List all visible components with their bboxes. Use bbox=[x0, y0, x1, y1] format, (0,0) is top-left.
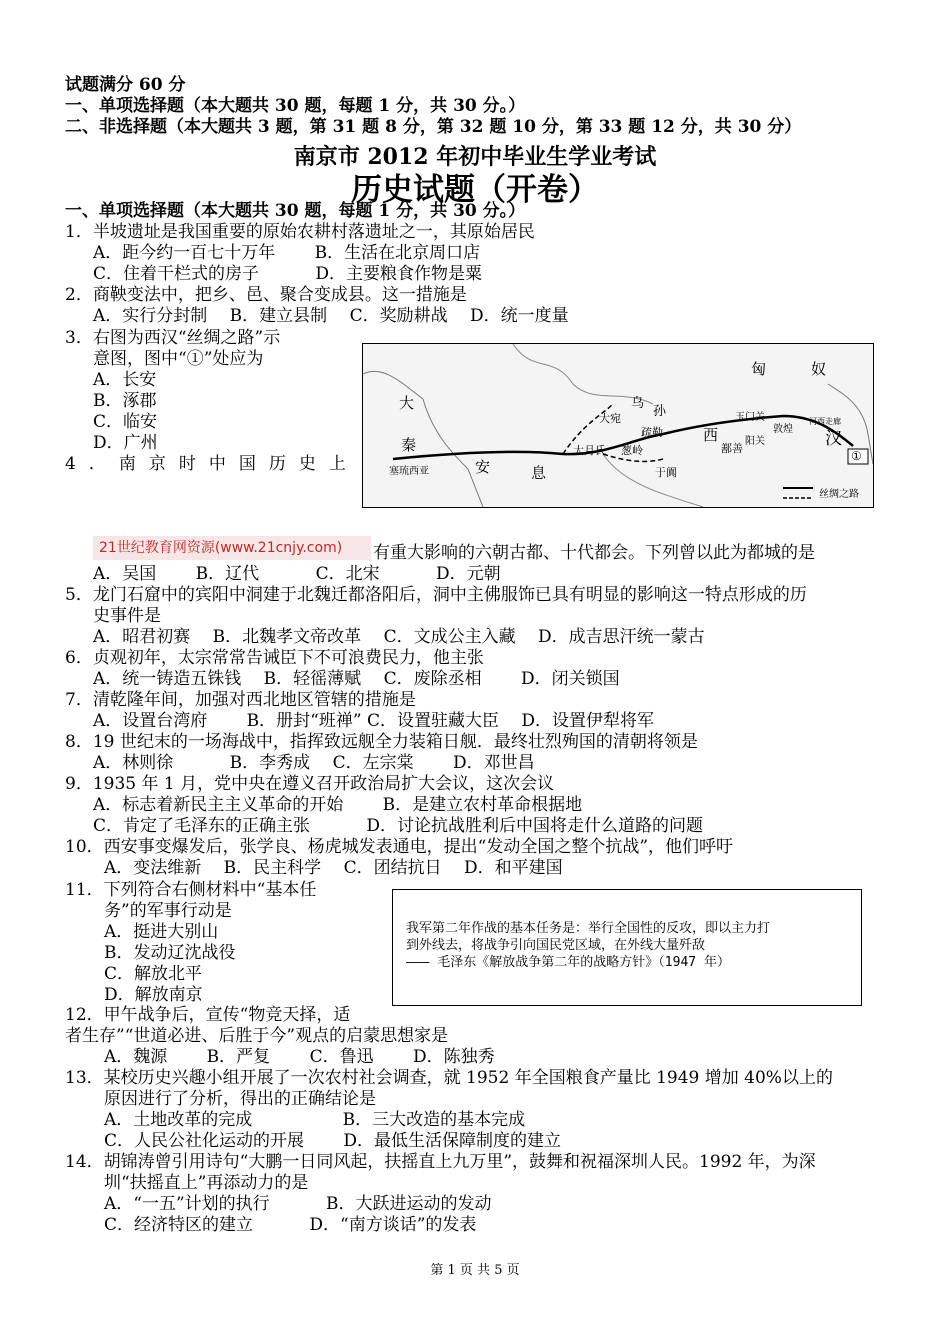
map-label-sun: 孙 bbox=[653, 404, 667, 419]
q11-quote-line2: 到外线去，将战争引向国民党区域，在外线大量歼敌 bbox=[406, 938, 706, 953]
exam-title: 南京市 2012 年初中毕业生学业考试 bbox=[293, 144, 657, 170]
watermark-logo: 21世纪教育网资源(www.21cnjy.com) bbox=[93, 536, 371, 560]
map-label-shule: 疏勒 bbox=[641, 426, 663, 439]
q13-options-row2: C．人民公社化运动的开展 D．最低生活保障制度的建立 bbox=[104, 1131, 562, 1151]
q3-option-c: C．临安 bbox=[93, 412, 158, 432]
q12-stem-line2: 者生存”“世道必进、后胜于今”观点的启蒙思想家是 bbox=[65, 1026, 449, 1046]
q10-options-row1: A．变法维新 B．民主科学 C．团结抗日 D．和平建国 bbox=[104, 858, 563, 878]
q13-options-row1: A．土地改革的完成 B．三大改造的基本完成 bbox=[104, 1110, 526, 1130]
map-label-yumenguan: 玉门关 bbox=[735, 412, 765, 423]
map-label-yangguan: 阳关 bbox=[745, 436, 765, 447]
q8-stem: 8．19 世纪末的一场海战中，指挥致远舰全力装箱日舰．最终壮烈殉国的清朝将领是 bbox=[65, 732, 698, 752]
q11-option-b: B．发动辽沈战役 bbox=[104, 943, 236, 963]
q4-stem-head-text: 4．南京时中国历史上 bbox=[65, 454, 359, 474]
map-label-hexi-corridor: 河西走廊 bbox=[809, 417, 841, 426]
q1-stem: 1．半坡遗址是我国重要的原始农耕村落遗址之一，其原始居民 bbox=[65, 222, 535, 242]
q11-stem-line2: 务”的军事行动是 bbox=[104, 901, 232, 921]
map-label-an: 安 bbox=[475, 458, 491, 476]
q9-stem: 9．1935 年 1 月，党中央在遵义召开政治局扩大会议，这次会议 bbox=[65, 774, 555, 794]
map-label-nu: 奴 bbox=[811, 360, 827, 378]
q5-stem-line1: 5．龙门石窟中的宾阳中洞建于北魏迁都洛阳后，洞中主佛服饰已具有明显的影响这一特点形成的历 bbox=[65, 585, 807, 605]
q11-material-box bbox=[392, 889, 862, 1006]
q6-options-row1: A．统一铸造五铢钱 B．轻徭薄赋 C．废除丞相 D．闭关锁国 bbox=[93, 669, 620, 689]
q11-quote-source: ——— 毛泽东《解放战争第二年的战略方针》（1947 年） bbox=[406, 955, 730, 970]
q3-stem-line1: 3．右图为西汉“丝绸之路”示 bbox=[65, 328, 281, 348]
silk-road-map bbox=[362, 343, 874, 508]
q4-options-row1: A．吴国 B．辽代 C．北宋 D．元朝 bbox=[93, 564, 501, 584]
q14-options-row1: A．“一五”计划的执行 B．大跃进运动的发动 bbox=[104, 1194, 492, 1214]
q10-stem: 10．西安事变爆发后，张学良、杨虎城发表通电，提出“发动全国之整个抗战”，他们呼吁 bbox=[65, 837, 734, 857]
map-label-shanshan: 鄯善 bbox=[721, 442, 743, 455]
part1-line: 一、单项选择题（本大题共 30 题，每题 1 分，共 30 分。） bbox=[65, 96, 526, 116]
map-label-han: 汉 bbox=[825, 429, 842, 449]
q8-options-row1: A．林则徐 B．李秀成 C．左宗棠 D．邓世昌 bbox=[93, 753, 535, 773]
part2-line: 二、非选择题（本大题共 3 题，第 31 题 8 分，第 32 题 10 分，第 33 题 12 分，共 30 分） bbox=[65, 117, 802, 137]
map-label-qin: 秦 bbox=[401, 436, 417, 454]
q7-options-row1: A．设置台湾府 B．册封“班禅” C．设置驻藏大臣 D．设置伊犁将军 bbox=[93, 711, 654, 731]
map-marker-1: ① bbox=[851, 449, 862, 463]
q12-options-row1: A．魏源 B．严复 C．鲁迅 D．陈独秀 bbox=[104, 1047, 495, 1067]
page-footer: 第 1 页 共 5 页 bbox=[430, 1263, 520, 1278]
q11-option-d: D．解放南京 bbox=[104, 985, 203, 1005]
q14-stem-line2: 圳“扶摇直上”再添动力的是 bbox=[104, 1173, 309, 1193]
map-label-dayuezhi: 大月氏 bbox=[573, 444, 606, 457]
q11-quote-line1: 我军第二年作战的基本任务是：举行全国性的反攻，即以主力打 bbox=[406, 921, 771, 936]
map-label-xi-region: 西 bbox=[703, 426, 719, 444]
q1-options-row1: A．距今约一百七十万年 B．生活在北京周口店 bbox=[93, 243, 481, 263]
map-label-seleucia: 塞琉西亚 bbox=[389, 466, 429, 477]
map-label-dunhuang: 敦煌 bbox=[773, 424, 793, 435]
map-label-yutian: 于阗 bbox=[655, 466, 677, 479]
q1-options-row2: C．住着干栏式的房子 D．主要粮食作物是粟 bbox=[93, 264, 483, 284]
q14-stem-line1: 14．胡锦涛曾引用诗句“大鹏一日同风起，扶摇直上九万里”，鼓舞和祝福深圳人民。1992 年，为深 bbox=[65, 1152, 816, 1172]
q3-option-a: A．长安 bbox=[93, 370, 157, 390]
section-heading: 一、单项选择题（本大题共 30 题，每题 1 分，共 30 分。） bbox=[65, 201, 526, 221]
score-line: 试题满分 60 分 bbox=[65, 75, 186, 95]
q2-options-row1: A．实行分封制 B．建立县制 C．奖励耕战 D．统一度量 bbox=[93, 306, 569, 326]
q11-option-a: A．挺进大别山 bbox=[104, 922, 219, 942]
q11-stem-line1: 11．下列符合右侧材料中“基本任 bbox=[65, 880, 317, 900]
q12-stem-line1: 12．甲午战争后，宣传“物竞天择，适 bbox=[65, 1005, 351, 1025]
q7-stem: 7．清乾隆年间，加强对西北地区管辖的措施是 bbox=[65, 690, 416, 710]
q3-stem-line2: 意图，图中“①”处应为 bbox=[93, 349, 264, 369]
q5-stem-line2: 史事件是 bbox=[93, 606, 161, 626]
exam-subtitle: 历史试题（开卷） bbox=[351, 172, 599, 208]
map-label-xiong: 匈 bbox=[751, 360, 767, 378]
q5-options-row1: A．昭君初赛 B．北魏孝文帝改革 C．文成公主入藏 D．成吉思汗统一蒙古 bbox=[93, 627, 705, 647]
map-label-wu: 乌 bbox=[631, 396, 645, 411]
q6-stem: 6．贞观初年，太宗常常告诫臣下不可浪费民力，他主张 bbox=[65, 648, 484, 668]
q13-stem-line2: 原因进行了分析，得出的正确结论是 bbox=[104, 1089, 376, 1109]
map-label-dayuan: 大宛 bbox=[599, 412, 621, 425]
q4-stem-head bbox=[65, 454, 359, 475]
map-label-congling: 葱岭 bbox=[621, 444, 643, 457]
q14-options-row2: C．经济特区的建立 D．“南方谈话”的发表 bbox=[104, 1215, 477, 1235]
q9-options-row1: A．标志着新民主主义革命的开始 B．是建立农村革命根据地 bbox=[93, 795, 583, 815]
map-label-da: 大 bbox=[399, 394, 415, 412]
q4-stem-tail: 有重大影响的六朝古都、十代都会。下列曾以此为都城的是 bbox=[373, 543, 815, 563]
map-label-xi-parthia: 息 bbox=[531, 464, 547, 482]
q2-stem: 2．商鞅变法中，把乡、邑、聚合变成县。这一措施是 bbox=[65, 285, 467, 305]
q11-option-c: C．解放北平 bbox=[104, 964, 203, 984]
map-legend-label: 丝绸之路 bbox=[819, 489, 859, 500]
q3-option-d: D．广州 bbox=[93, 433, 158, 453]
q3-option-b: B．涿郡 bbox=[93, 391, 157, 411]
q13-stem-line1: 13．某校历史兴趣小组开展了一次农村社会调查，就 1952 年全国粮食产量比 1949 增加 40%以上的 bbox=[65, 1068, 833, 1088]
q9-options-row2: C．肯定了毛泽东的正确主张 D．讨论抗战胜利后中国将走什么道路的问题 bbox=[93, 816, 704, 836]
